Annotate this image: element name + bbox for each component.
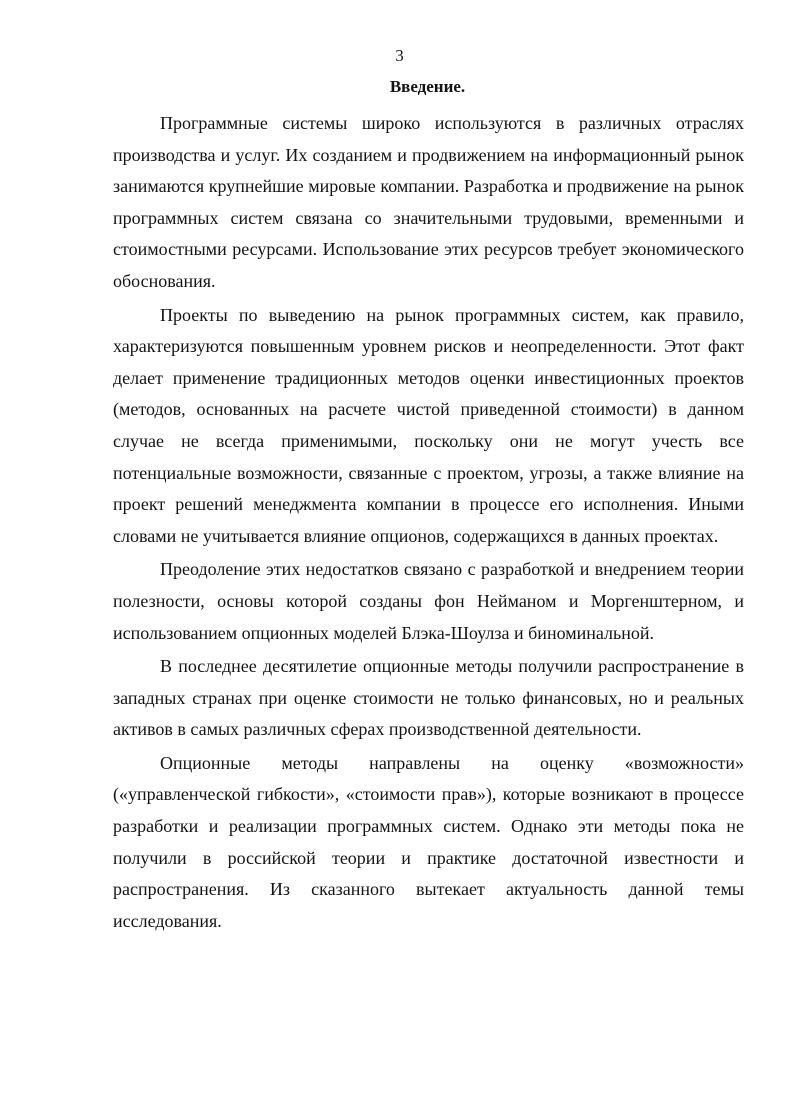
page-number: 3 bbox=[395, 46, 404, 65]
paragraph-3: Преодоление этих недостатков связано с разработкой и внедрением теории полезности, основы которой созданы фон Нейманом и Моргенштерном, и использованием опционных моделей Блэка-Шоулза и биноминальной. bbox=[113, 559, 744, 643]
paragraph-4: В последнее десятилетие опционные методы получили распространение в западных странах при оценке стоимости не только финансовых, но и реальных активов в самых различных сферах производственной деятельности. bbox=[113, 656, 744, 740]
body-text bbox=[113, 108, 744, 937]
paragraph-2: Проекты по выведению на рынок программных систем, как правило, характеризуются повышенным уровнем рисков и неопределенности. Этот факт делает применение традиционных методов оценки инвестиционных проектов (методов, основанных на расчете чистой приведенной стоимости) в данном случае не всегда применимыми, поскольку они не могут учесть все потенциальные возможности, связанные с проектом, угрозы, а также влияние на проект решений менеджмента компании в процессе его исполнения. Иными словами не учитывается влияние опционов, содержащихся в данных проектах. bbox=[113, 304, 744, 546]
page-title: Введение. bbox=[389, 77, 466, 96]
paragraph-1: Программные системы широко используются в различных отраслях производства и услуг. Их созданием и продвижением на информационный рынок занимаются крупнейшие мировые компании. Разработка и продвижение на рынок программных систем связана со значительными трудовыми, временными и стоимостными ресурсами. Использование этих ресурсов требует экономического обоснования. bbox=[113, 113, 744, 291]
paragraph-5: Опционные методы направлены на оценку «возможности» («управленческой гибкости», «стоимости прав»), которые возникают в процессе разработки и реализации программных систем. Однако эти методы пока не получили в российской теории и практике достаточной известности и распространения. Из сказанного вытекает актуальность данной темы исследования. bbox=[113, 752, 744, 931]
